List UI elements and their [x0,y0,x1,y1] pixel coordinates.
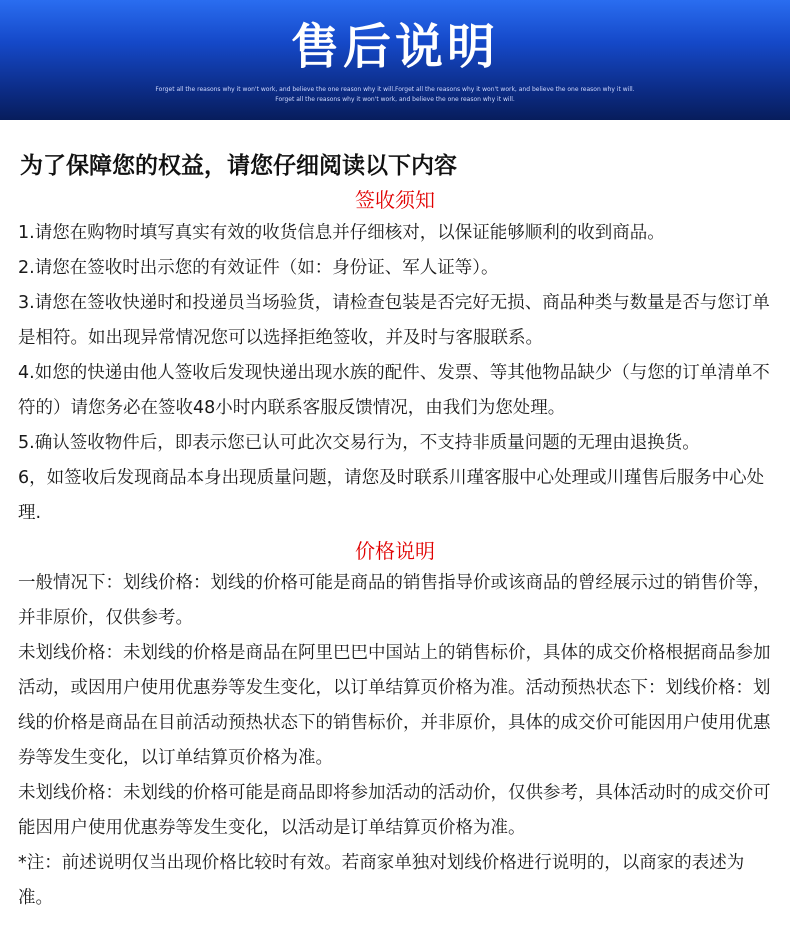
sign-section-title: 签收须知 [355,188,435,212]
banner-subtitle-line1: Forget all the reasons why it won't work, and believe the one reason why it will.Forget all the reasons why it won't work, and believe the one reason why it will. [155,86,635,93]
header-banner [0,0,790,120]
intro-heading: 为了保障您的权益，请您仔细阅读以下内容 [20,153,457,179]
price-item-4: *注：前述说明仅当出现价格比较时有效。若商家单独对划线价格进行说明的，以商家的表述为准。 [18,853,745,908]
price-item-2: 未划线价格：未划线的价格是商品在阿里巴巴中国站上的销售标价，具体的成交价格根据商品参加活动，或因用户使用优惠券等发生变化，以订单结算页价格为准。活动预热状态下：划线价格：划线的价格是商品在目前活动预热状态下的销售标价，并非原价，具体的成交价可能因用户使用优惠券等发生变化，以订单结算页价格为准。 [18,643,771,768]
price-item-3: 未划线价格：未划线的价格可能是商品即将参加活动的活动价，仅供参考，具体活动时的成交价可能因用户使用优惠券等发生变化，以活动是订单结算页价格为准。 [18,783,771,838]
sign-item-3: 3.请您在签收快递时和投递员当场验货，请检查包装是否完好无损、商品种类与数量是否与您订单是相符。如出现异常情况您可以选择拒绝签收，并及时与客服联系。 [18,293,770,348]
price-item-1: 一般情况下：划线价格：划线的价格可能是商品的销售指导价或该商品的曾经展示过的销售价等，并非原价，仅供参考。 [18,573,771,628]
price-section-title: 价格说明 [355,539,435,563]
sign-item-5: 5.确认签收物件后，即表示您已认可此次交易行为，不支持非质量问题的无理由退换货。 [18,433,700,453]
sign-item-2: 2.请您在签收时出示您的有效证件（如：身份证、军人证等）。 [18,258,499,278]
sign-item-4: 4.如您的快递由他人签收后发现快递出现水族的配件、发票、等其他物品缺少（与您的订单清单不符的）请您务必在签收48小时内联系客服反馈情况，由我们为您处理。 [18,363,770,418]
banner-subtitle-line2: Forget all the reasons why it won't work, and believe the one reason why it will. [275,96,515,103]
banner-title: 售后说明 [290,19,499,75]
sign-item-1: 1.请您在购物时填写真实有效的收货信息并仔细核对，以保证能够顺利的收到商品。 [18,223,665,243]
sign-item-6: 6，如签收后发现商品本身出现质量问题，请您及时联系川瑾客服中心处理或川瑾售后服务中心处理. [18,468,765,523]
